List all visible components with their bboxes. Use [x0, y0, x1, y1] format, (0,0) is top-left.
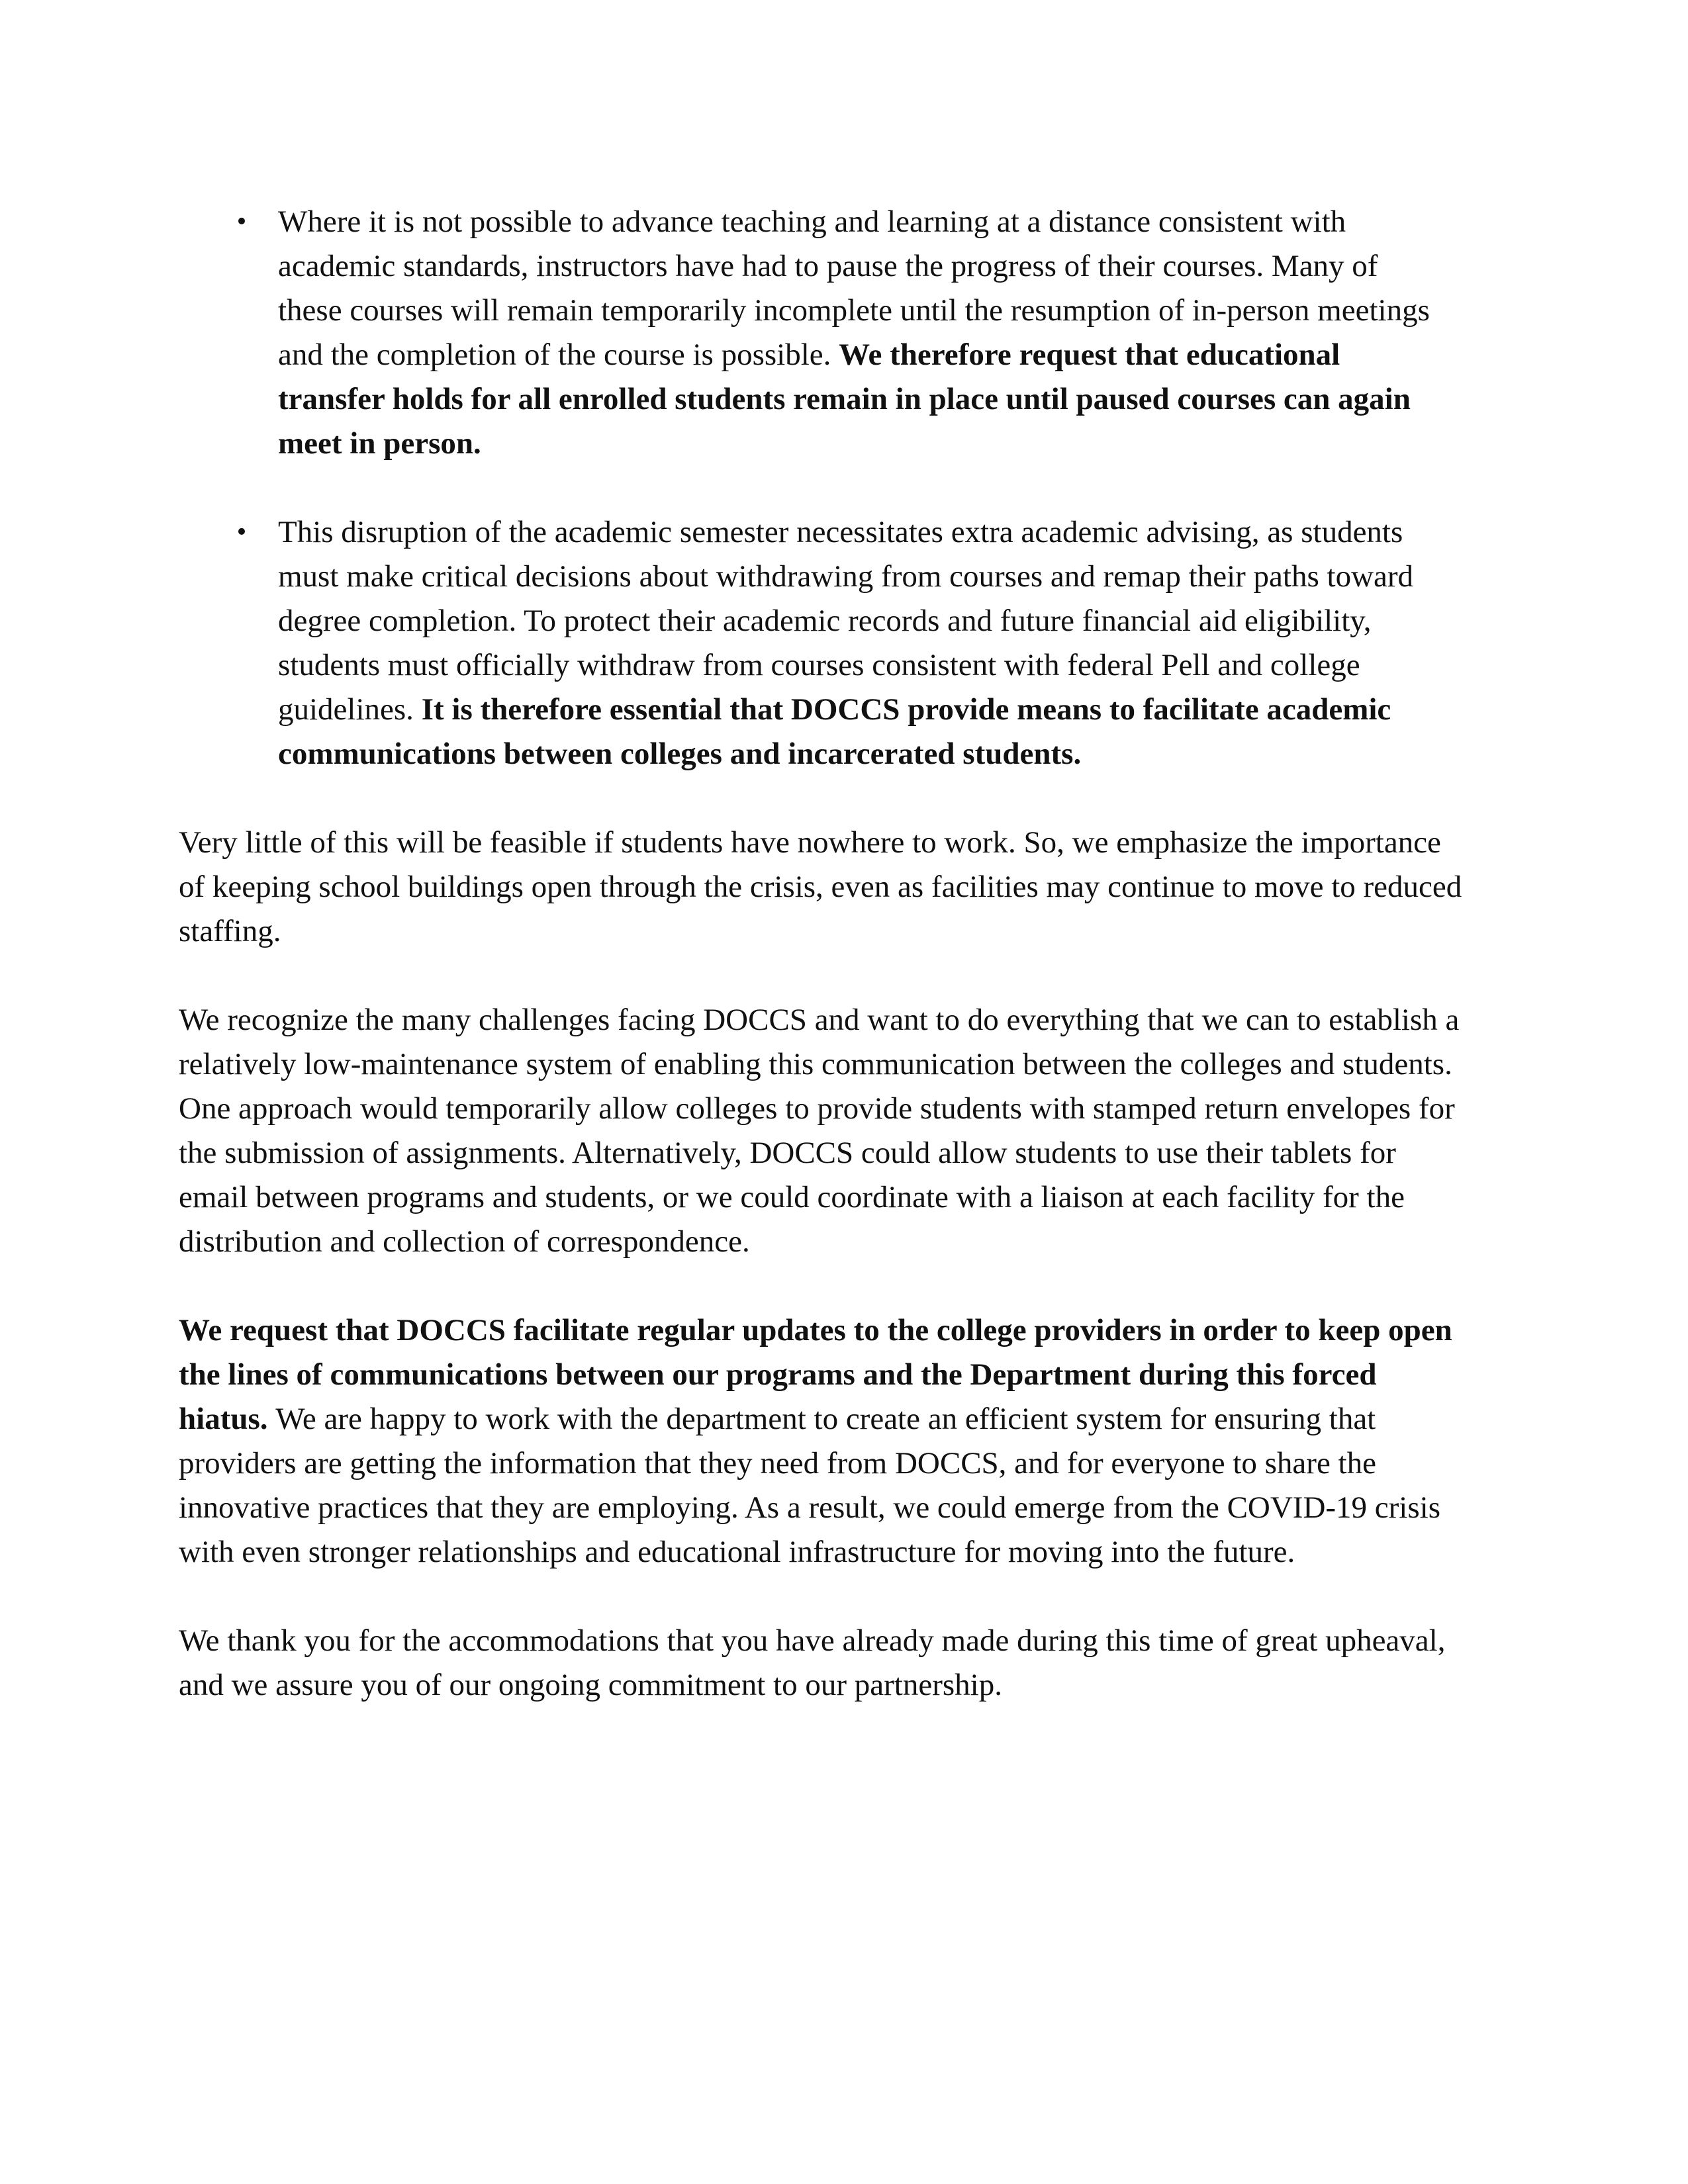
bullet-icon: •	[236, 206, 247, 237]
bullet-text: Where it is not possible to advance teaching and learning at a distance consistent with academic standards, instructors have had to pause the progress of their courses. Many of these courses will remain temporarily incomplete until the resumption of in-person meetings and the completion of the course is possible.	[278, 205, 1430, 372]
paragraph-challenges: We recognize the many challenges facing DOCCS and want to do everything that we can to establish a relatively low-maintenance system of enabling this communication between the colleges and students. One approach would temporarily allow colleges to provide students with stamped return envelopes for the submission of assignments. Alternatively, DOCCS could allow students to use their tablets for email between programs and students, or we could coordinate with a liaison at each facility for the distribution and collection of correspondence.	[179, 1003, 1460, 1259]
bullet-bold-text: We therefore request that educational transfer holds for all enrolled students remain in place until paused courses can again meet in person.	[278, 338, 1411, 461]
bullet-icon: •	[236, 517, 247, 547]
paragraph-text: We are happy to work with the department to create an efficient system for ensuring that providers are getting the information that they need from DOCCS, and for everyone to share the innovative practices that they are employing. As a result, we could emerge from the COVID-19 crisis with even stronger relationships and educational infrastructure for moving into the future.	[179, 1402, 1441, 1569]
bullet-text: This disruption of the academic semester necessitates extra academic advising, as students must make critical decisions about withdrawing from courses and remap their paths toward degree completion. To protect their academic records and future financial aid eligibility, students must officially withdraw from courses consistent with federal Pell and college guidelines.	[278, 515, 1414, 727]
list-item	[179, 200, 1443, 466]
paragraph-bold-request: We request that DOCCS facilitate regular updates to the college providers in order to keep open the lines of communications between our programs and the Department during this forced hiatus.	[179, 1313, 1452, 1436]
bullet-list	[179, 200, 1503, 776]
paragraph-thanks: We thank you for the accommodations that you have already made during this time of great upheaval, and we assure you of our ongoing commitment to our partnership.	[179, 1623, 1446, 1702]
bullet-bold-text: It is therefore essential that DOCCS provide means to facilitate academic communications between colleges and incarcerated students.	[278, 692, 1391, 771]
letter-body	[179, 200, 1503, 1752]
list-item	[179, 510, 1443, 776]
paragraph-updates	[179, 1308, 1470, 1574]
paragraph-feasibility: Very little of this will be feasible if students have nowhere to work. So, we emphasize the importance of keeping school buildings open through the crisis, even as facilities may continue to move to reduced staffing.	[179, 825, 1462, 948]
